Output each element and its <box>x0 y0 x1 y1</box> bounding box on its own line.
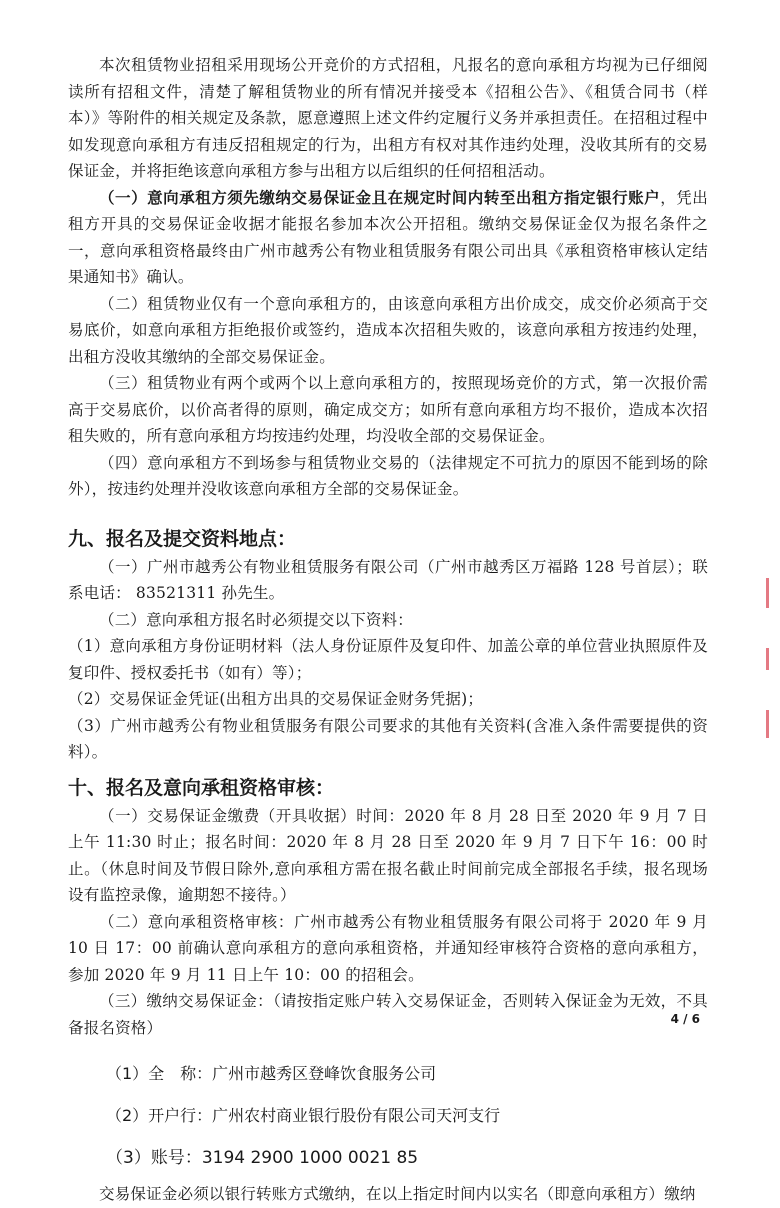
document-body <box>68 52 708 1208</box>
intro-paragraph-3: （二）租赁物业仅有一个意向承租方的，由该意向承租方出价成交，成交价必须高于交易底价，如意向承租方拒绝报价或签约，造成本次招租失败的，该意向承租方按违约处理，出租方没收其缴纳的全部交易保证金。 <box>68 294 708 366</box>
spacer <box>68 1041 708 1051</box>
section-9-item-1: （1）意向承租方身份证明材料（法人身份证原件及复印件、加盖公章的单位营业执照原件及复印件、授权委托书（如有）等）； <box>68 637 708 682</box>
section-10-title: 十、报名及意向承租资格审核： <box>68 776 335 799</box>
section-9-title: 九、报名及提交资料地点： <box>68 527 297 550</box>
intro-paragraph-2 <box>68 185 708 291</box>
page-number: 4 / 6 <box>670 1012 700 1026</box>
section-10-paragraph-3: （三）缴纳交易保证金：（请按指定账户转入交易保证金，否则转入保证金为无效，不具备报名资格） <box>68 992 708 1037</box>
intro-paragraph-2-rest: ，凭出租方开具的交易保证金收据才能报名参加本次公开招租。缴纳交易保证金仅为报名条件之一，意向承租资格最终由广州市越秀公有物业租赁服务有限公司出具《承租资格审核认定结果通知书》确认。 <box>68 188 708 286</box>
seal-stamp-fragment <box>766 578 778 778</box>
section-10-paragraph-2: （二）意向承租资格审核：广州市越秀公有物业租赁服务有限公司将于 2020 年 9 月 10 日 17：00 前确认意向承租方的意向承租资格，并通知经审核符合资格的意向承租方，参加 2020 年 9 月 11 日上午 10：00 的招租会。 <box>68 912 708 984</box>
section-10-paragraph-4: 交易保证金必须以银行转账方式缴纳，在以上指定时间内以实名（即意向承租方）缴纳 <box>99 1185 696 1203</box>
section-10-paragraph-1: （一）交易保证金缴费（开具收据）时间：2020 年 8 月 28 日至 2020 年 9 月 7 日上午 11:30 时止；报名时间：2020 年 8 月 28 日至 2020 年 9 月 7 日下午 16：00 时止。（休息时间及节假日除外,意向承租方需在报名截止时间前完成全部报名手续，报名现场设有监控录像，逾期恕不接待。） <box>68 806 708 904</box>
intro-paragraph-4: （三）租赁物业有两个或两个以上意向承租方的，按照现场竞价的方式，第一次报价需高于交易底价，以价高者得的原则，确定成交方；如所有意向承租方均不报价，造成本次招租失败的，所有意向承租方均按违约处理，均没收全部的交易保证金。 <box>68 374 708 445</box>
account-bank: （2）开户行：广州农村商业银行股份有限公司天河支行 <box>106 1106 501 1125</box>
section-9-item-3: （3）广州市越秀公有物业租赁服务有限公司要求的其他有关资料(含准入条件需要提供的资料）。 <box>68 716 708 761</box>
intro-paragraph-5: （四）意向承租方不到场参与租赁物业交易的（法律规定不可抗力的原因不能到场的除外），按违约处理并没收该意向承租方全部的交易保证金。 <box>68 453 708 498</box>
account-number: （3）账号：3194 2900 1000 0021 85 <box>106 1148 419 1168</box>
intro-paragraph-2-bold: （一）意向承租方须先缴纳交易保证金且在规定时间内转至出租方指定银行账户 <box>99 187 661 207</box>
section-9-item-2: （2）交易保证金凭证(出租方出具的交易保证金财务凭据)； <box>68 690 484 708</box>
section-9-paragraph-2: （二）意向承租方报名时必须提交以下资料： <box>99 610 414 629</box>
spacer <box>68 1171 708 1181</box>
account-name: （1）全 称：广州市越秀区登峰饮食服务公司 <box>106 1064 437 1083</box>
section-9-paragraph-1: （一）广州市越秀公有物业租赁服务有限公司（广州市越秀区万福路 128 号首层）；联系电话： 83521311 孙先生。 <box>68 557 708 602</box>
spacer <box>68 503 708 517</box>
intro-paragraph-1: 本次租赁物业招租采用现场公开竞价的方式招租，凡报名的意向承租方均视为已仔细阅读所有招租文件，清楚了解租赁物业的所有情况并接受本《招租公告》、《租赁合同书（样本）》等附件的相关规定及条款，愿意遵照上述文件约定履行义务并承担责任。在招租过程中如发现意向承租方有违反招租规定的行为，出租方有权对其作违约处理，没收其所有的交易保证金，并将拒绝该意向承租方参与出租方以后组织的任何招租活动。 <box>68 56 708 180</box>
